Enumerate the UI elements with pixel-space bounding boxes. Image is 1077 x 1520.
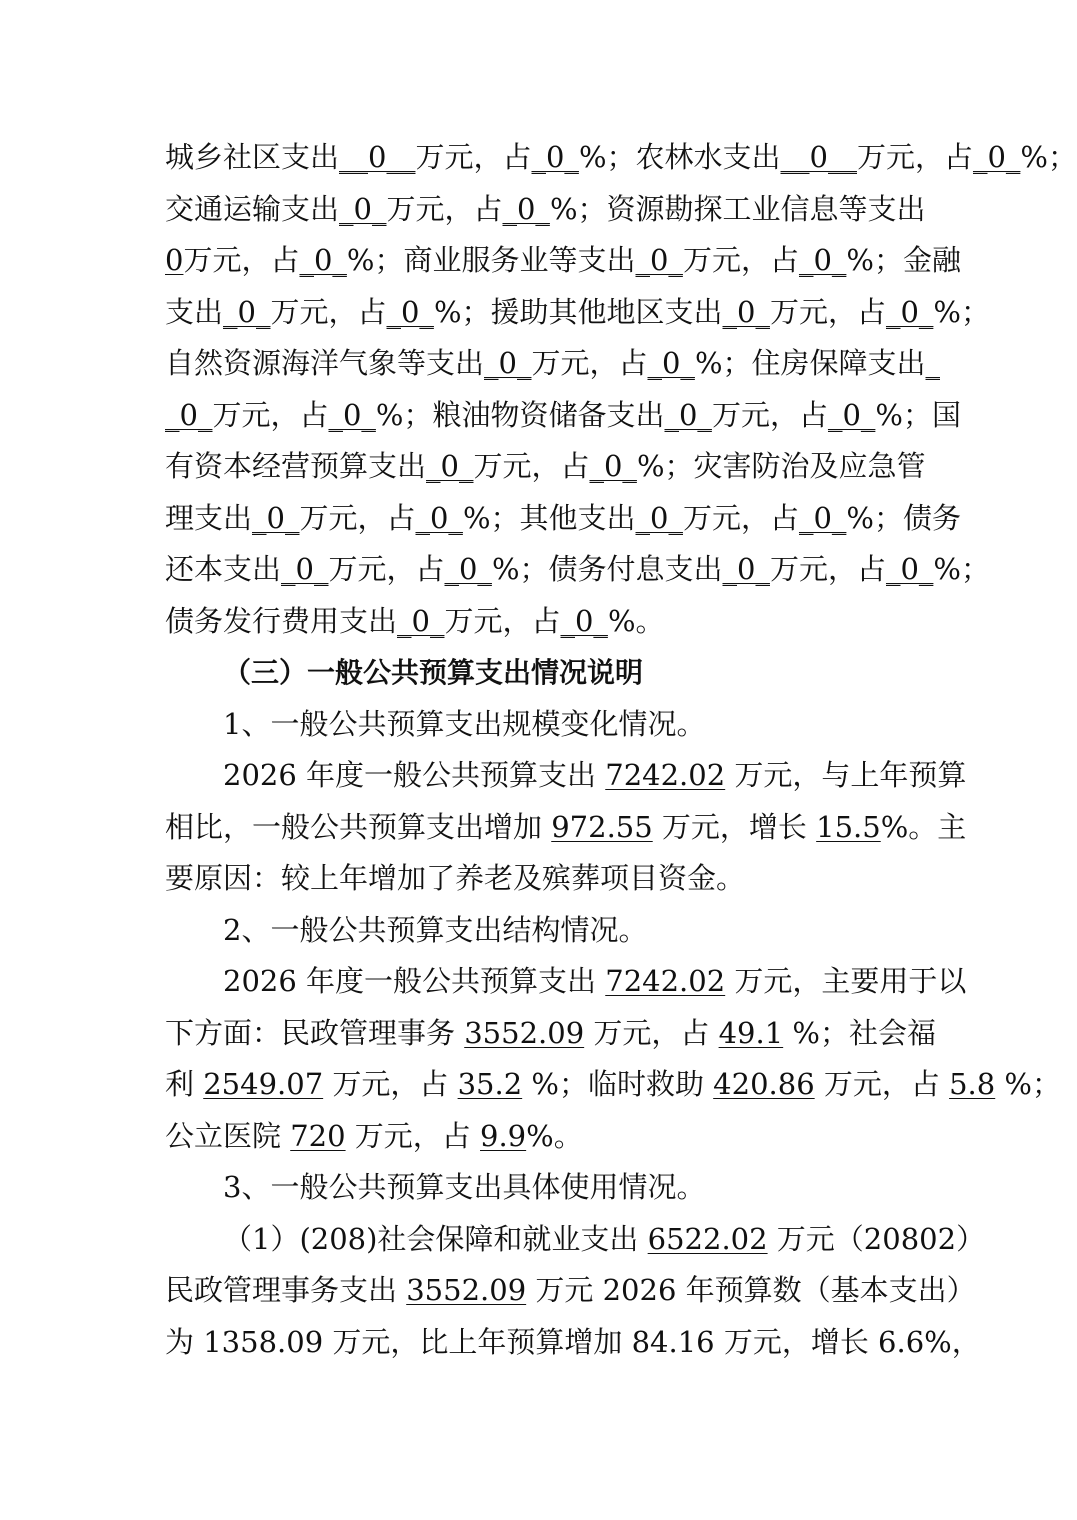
- underlined-value: __0__: [780, 140, 857, 174]
- paragraph-line: [165, 750, 967, 802]
- text-run: 万元，占: [183, 243, 300, 277]
- underlined-value: _0_: [252, 500, 300, 535]
- text-run: %；社会福: [783, 1015, 936, 1050]
- underlined-value: 972.55: [551, 809, 653, 844]
- paragraph-line: [165, 596, 913, 648]
- text-run: 万元，占: [270, 294, 387, 329]
- underlined-value: 9.9: [480, 1118, 527, 1153]
- paragraph-line: [165, 441, 926, 493]
- paragraph-line: [165, 905, 913, 957]
- text-run: 万元，占: [386, 191, 503, 226]
- underlined-value: _: [925, 346, 940, 380]
- text-run: %；商业服务业等支出: [346, 243, 636, 277]
- text-run: 万元，与上年预算: [725, 758, 967, 792]
- text-run: 万元，占: [769, 294, 886, 329]
- text-run: 民政管理事务支出: [165, 1273, 407, 1307]
- paragraph-line: [165, 853, 913, 905]
- text-run: %；: [995, 1067, 1061, 1101]
- paragraph-line: [165, 1111, 913, 1163]
- text-run: %；其他支出: [462, 500, 636, 535]
- text-run: 为 1358.09 万元，比上年预算增加 84.16 万元，增长 6.6%，: [165, 1324, 981, 1359]
- text-run: 支出: [165, 294, 224, 329]
- underlined-value: _0_: [722, 552, 770, 586]
- underlined-value: 6522.02: [647, 1221, 768, 1256]
- text-run: %。: [526, 1118, 583, 1153]
- text-run: %；: [1020, 140, 1077, 174]
- text-run: 公立医院: [165, 1118, 291, 1153]
- text-run: %。主: [880, 809, 967, 844]
- text-run: 万元，占: [711, 397, 828, 432]
- text-run: %；金融: [846, 243, 961, 277]
- text-run: 1、一般公共预算支出规模变化情况。: [223, 706, 706, 741]
- text-run: 有资本经营预算支出: [165, 449, 427, 483]
- underlined-value: _0_: [386, 294, 434, 329]
- text-run: 万元，增长: [652, 809, 817, 844]
- underlined-value: _0_: [885, 294, 934, 329]
- underlined-value: _0_: [664, 397, 712, 432]
- underlined-value: _0_: [328, 397, 376, 432]
- paragraph-line: [165, 390, 961, 442]
- text-run: 万元，占: [682, 243, 799, 277]
- section-heading: [165, 647, 913, 699]
- text-run: 城乡社区支出: [165, 140, 340, 174]
- text-run: 债务发行费用支出: [165, 603, 398, 638]
- underlined-value: 7242.02: [605, 758, 726, 792]
- underlined-value: 420.86: [713, 1067, 815, 1101]
- document-page: [165, 132, 1077, 1368]
- underlined-value: 2549.07: [203, 1067, 324, 1101]
- text-run: %；债务: [846, 500, 961, 535]
- text-run: 要原因：较上年增加了养老及殡葬项目资金。: [165, 861, 746, 895]
- text-run: 万元 2026 年预算数（基本支出）: [526, 1273, 976, 1307]
- underlined-value: _0_: [165, 397, 213, 432]
- underlined-value: _0_: [827, 397, 876, 432]
- text-run: %；粮油物资储备支出: [375, 397, 665, 432]
- paragraph-line: [165, 699, 913, 751]
- underlined-value: 0: [165, 243, 184, 277]
- paragraph-line: [165, 1059, 1061, 1111]
- text-run: 万元，占: [328, 552, 445, 586]
- text-run: %；资源勘探工业信息等支出: [549, 191, 926, 226]
- text-run: 万元，占: [345, 1118, 481, 1153]
- text-run: 万元，占: [814, 1067, 950, 1101]
- underlined-value: _0_: [722, 294, 770, 329]
- text-run: 2026 年度一般公共预算支出: [223, 758, 606, 792]
- text-run: %；援助其他地区支出: [433, 294, 723, 329]
- underlined-value: _0_: [798, 500, 847, 535]
- underlined-value: 3552.09: [406, 1273, 527, 1307]
- paragraph-line: [165, 132, 1077, 184]
- paragraph-line: [165, 287, 990, 339]
- text-run: %；农林水支出: [578, 140, 781, 174]
- text-run: %；债务付息支出: [491, 552, 723, 586]
- text-run: 利: [165, 1067, 204, 1101]
- text-run: 万元，占: [473, 449, 590, 483]
- text-run: 万元，占: [584, 1015, 719, 1050]
- underlined-value: 5.8: [949, 1067, 996, 1101]
- text-run: 自然资源海洋气象等支出: [165, 346, 485, 380]
- underlined-value: _0_: [299, 243, 347, 277]
- text-run: %；: [933, 294, 990, 329]
- underlined-value: _0_: [339, 191, 387, 226]
- underlined-value: _0_: [281, 552, 329, 586]
- text-run: 下方面：民政管理事务: [165, 1015, 465, 1050]
- text-run: 交通运输支出: [165, 191, 340, 226]
- underlined-value: _0_: [560, 603, 608, 638]
- paragraph-line: [165, 338, 940, 390]
- text-run: 3、一般公共预算支出具体使用情况。: [223, 1170, 706, 1204]
- text-run: %；临时救助: [522, 1067, 714, 1101]
- text-run: 万元，占: [415, 140, 532, 174]
- paragraph-line: [165, 184, 926, 236]
- text-run: 万元，占: [856, 140, 973, 174]
- paragraph-line: [165, 1008, 936, 1060]
- underlined-value: 35.2: [457, 1067, 523, 1101]
- paragraph-line: [165, 1265, 976, 1317]
- underlined-value: _0_: [885, 552, 934, 586]
- text-run: %。: [607, 603, 665, 638]
- text-run: 相比，一般公共预算支出增加: [165, 809, 552, 844]
- paragraph-line: [165, 1317, 981, 1369]
- underlined-value: _0_: [397, 603, 445, 638]
- text-run: %；国: [875, 397, 961, 432]
- text-run: 万元，占: [299, 500, 416, 535]
- underlined-value: _0_: [223, 294, 271, 329]
- underlined-value: _0_: [647, 346, 695, 380]
- paragraph-line: [165, 235, 961, 287]
- underlined-value: 15.5: [816, 809, 881, 844]
- underlined-value: __0__: [339, 140, 416, 174]
- text-run: 万元，占: [444, 603, 561, 638]
- text-run: 万元，占: [769, 552, 886, 586]
- text-run: 理支出: [165, 500, 253, 535]
- underlined-value: _0_: [426, 449, 474, 483]
- underlined-value: _0_: [484, 346, 532, 380]
- paragraph-line: [165, 544, 990, 596]
- text-run: 2026 年度一般公共预算支出: [223, 964, 606, 998]
- underlined-value: _0_: [635, 243, 683, 277]
- underlined-value: 3552.09: [464, 1015, 585, 1050]
- underlined-value: _0_: [502, 191, 550, 226]
- text-run: 还本支出: [165, 552, 282, 586]
- text-run: 万元，占: [531, 346, 648, 380]
- underlined-value: _0_: [415, 500, 463, 535]
- underlined-value: _0_: [798, 243, 847, 277]
- text-run: %；住房保障支出: [694, 346, 926, 380]
- paragraph-line: [165, 956, 967, 1008]
- text-run: 2、一般公共预算支出结构情况。: [223, 912, 648, 947]
- paragraph-line: [165, 1214, 986, 1266]
- underlined-value: 7242.02: [605, 964, 726, 998]
- paragraph-line: [165, 493, 961, 545]
- underlined-value: _0_: [972, 140, 1021, 174]
- underlined-value: _0_: [589, 449, 637, 483]
- underlined-value: _0_: [444, 552, 492, 586]
- text-run: 万元，占: [212, 397, 329, 432]
- text-run: （三）一般公共预算支出情况说明: [223, 656, 644, 689]
- underlined-value: 49.1: [718, 1015, 784, 1050]
- text-run: 万元（20802）: [767, 1221, 986, 1256]
- text-run: %；灾害防治及应急管: [636, 449, 926, 483]
- text-run: 万元，占: [323, 1067, 458, 1101]
- underlined-value: 720: [290, 1118, 346, 1153]
- text-run: 万元，占: [682, 500, 799, 535]
- underlined-value: _0_: [531, 140, 579, 174]
- text-run: （1）(208)社会保障和就业支出: [223, 1221, 648, 1256]
- paragraph-line: [165, 1162, 913, 1214]
- paragraph-line: [165, 802, 967, 854]
- text-run: 万元，主要用于以: [725, 964, 967, 998]
- underlined-value: _0_: [635, 500, 683, 535]
- text-run: %；: [933, 552, 990, 586]
